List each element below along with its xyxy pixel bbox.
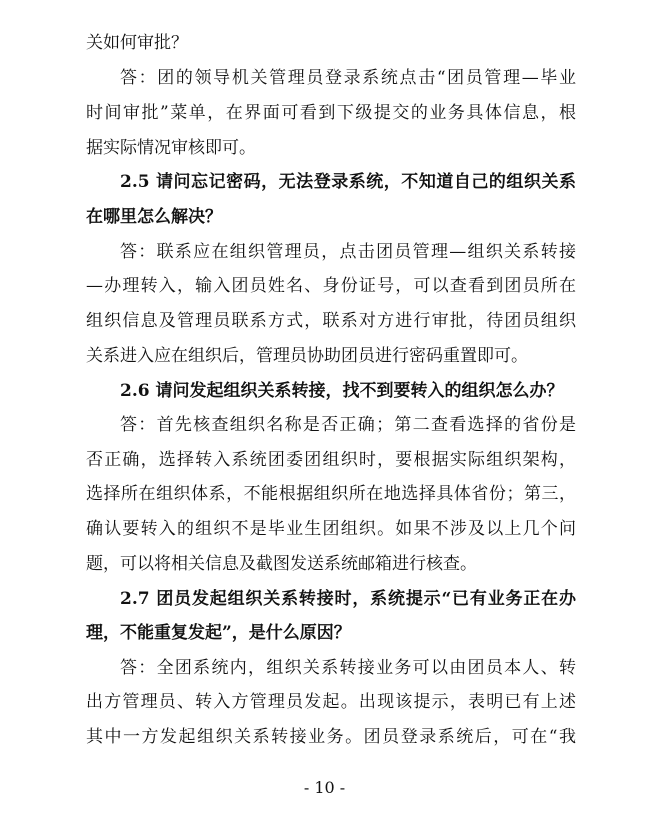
text-line: 关如何审批？ [86,33,188,53]
text-line: 选择所在组织体系，不能根据组织所在地选择具体省份；第三， [86,484,576,504]
text-line: 否正确，选择转入系统团委团组织时，要根据实际组织架构， [86,450,576,470]
text-line: 确认要转入的组织不是毕业生团组织。如果不涉及以上几个问 [86,519,576,539]
text-line: 其中一方发起组织关系转接业务。团员登录系统后，可在“我 [86,727,576,747]
text-line: 答：联系应在组织管理员，点击团员管理—组织关系转接 [120,242,576,262]
text-line: 关系进入应在组织后，管理员协助团员进行密码重置即可。 [86,346,528,366]
question-heading: 2.6 请问发起组织关系转接，找不到要转入的组织怎么办？ [120,381,564,401]
question-heading: 2.5 请问忘记密码，无法登录系统，不知道自己的组织关系 [120,172,576,192]
text-line: 答：全团系统内，组织关系转接业务可以由团员本人、转 [120,658,576,678]
text-line: 时间审批”菜单，在界面可看到下级提交的业务具体信息，根 [86,103,576,123]
question-heading: 在哪里怎么解决？ [86,207,222,227]
text-line: —办理转入，输入团员姓名、身份证号，可以查看到团员所在 [86,276,576,296]
text-line: 题，可以将相关信息及截图发送系统邮箱进行核查。 [86,554,477,574]
page-number: - 10 - [303,778,346,797]
question-heading: 理，不能重复发起”，是什么原因？ [86,623,351,643]
text-line: 答：首先核查组织名称是否正确；第二查看选择的省份是 [120,415,576,435]
text-line: 出方管理员、转入方管理员发起。出现该提示，表明已有上述 [86,692,576,712]
text-line: 组织信息及管理员联系方式，联系对方进行审批，待团员组织 [86,311,576,331]
text-line: 答：团的领导机关管理员登录系统点击“团员管理—毕业 [120,68,576,88]
text-line: 据实际情况审核即可。 [86,138,256,158]
question-heading: 2.7 团员发起组织关系转接时，系统提示“已有业务正在办 [120,589,576,609]
